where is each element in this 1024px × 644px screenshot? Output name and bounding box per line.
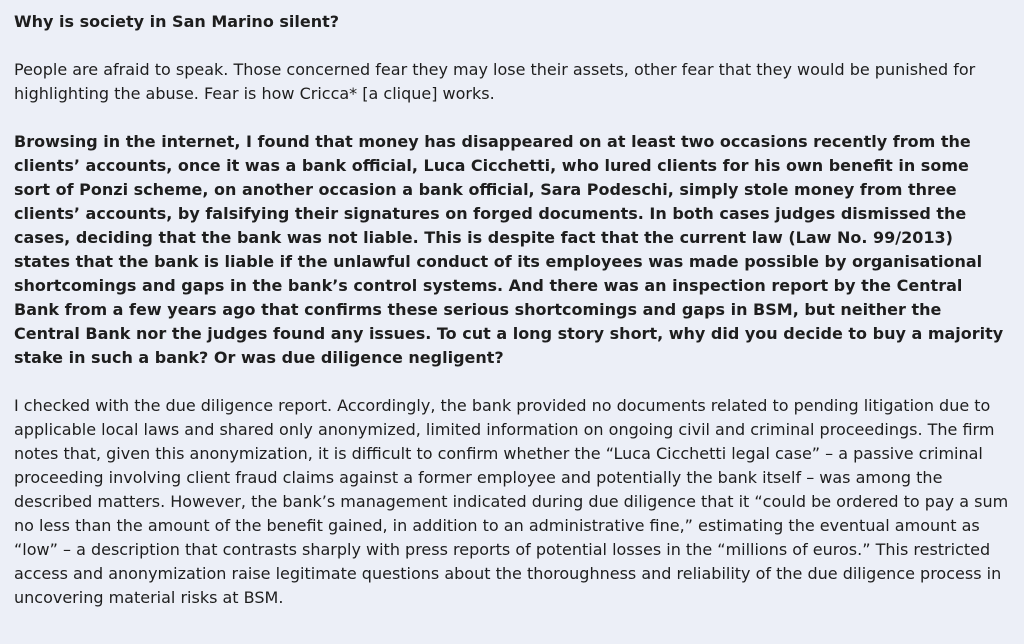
question-heading: Why is society in San Marino silent?	[14, 12, 340, 31]
paragraph-gap	[14, 370, 1010, 394]
question-paragraph: Browsing in the internet, I found that money has disappeared on at least two occasions recently from the clients’ accounts, once it was a bank official, Luca Cicchetti, who lured clients for his own benefit in some sort of Ponzi scheme, on another occasion a bank official, Sara Podeschi, simply stole money from three clients’ accounts, by falsifying their signatures on forged documents. In both cases judges dismissed the cases, deciding that the bank was not liable. This is despite fact that the current law (Law No. 99/2013) states that the bank is liable if the unlawful conduct of its employees was made possible by organisational shortcomings and gaps in the bank’s control systems. And there was an inspection report by the Central Bank from a few years ago that confirms these serious shortcomings and gaps in BSM, but neither the Central Bank nor the judges found any issues. To cut a long story short, why did you decide to buy a majority stake in such a bank? Or was due diligence negligent?	[14, 132, 1004, 367]
paragraph-gap	[14, 34, 1010, 58]
answer-paragraph: I checked with the due diligence report. Accordingly, the bank provided no documents related to pending litigation due to applicable local laws and shared only anonymized, limited information on ongoing civil and criminal proceedings. The firm notes that, given this anonymization, it is difficult to confirm whether the “Luca Cicchetti legal case” – a passive criminal proceeding involving client fraud claims against a former employee and potentially the bank itself – was among the described matters. However, the bank’s management indicated during due diligence that it “could be ordered to pay a sum no less than the amount of the benefit gained, in addition to an administrative fine,” estimating the eventual amount as “low” – a description that contrasts sharply with press reports of potential losses in the “millions of euros.” This restricted access and anonymization raise legitimate questions about the thoroughness and reliability of the due diligence process in uncovering material risks at BSM.	[14, 396, 1009, 607]
paragraph-gap	[14, 106, 1010, 130]
answer-paragraph: People are afraid to speak. Those concerned fear they may lose their assets, other fear that they would be punished for highlighting the abuse. Fear is how Cricca* [a clique] works.	[14, 60, 976, 103]
